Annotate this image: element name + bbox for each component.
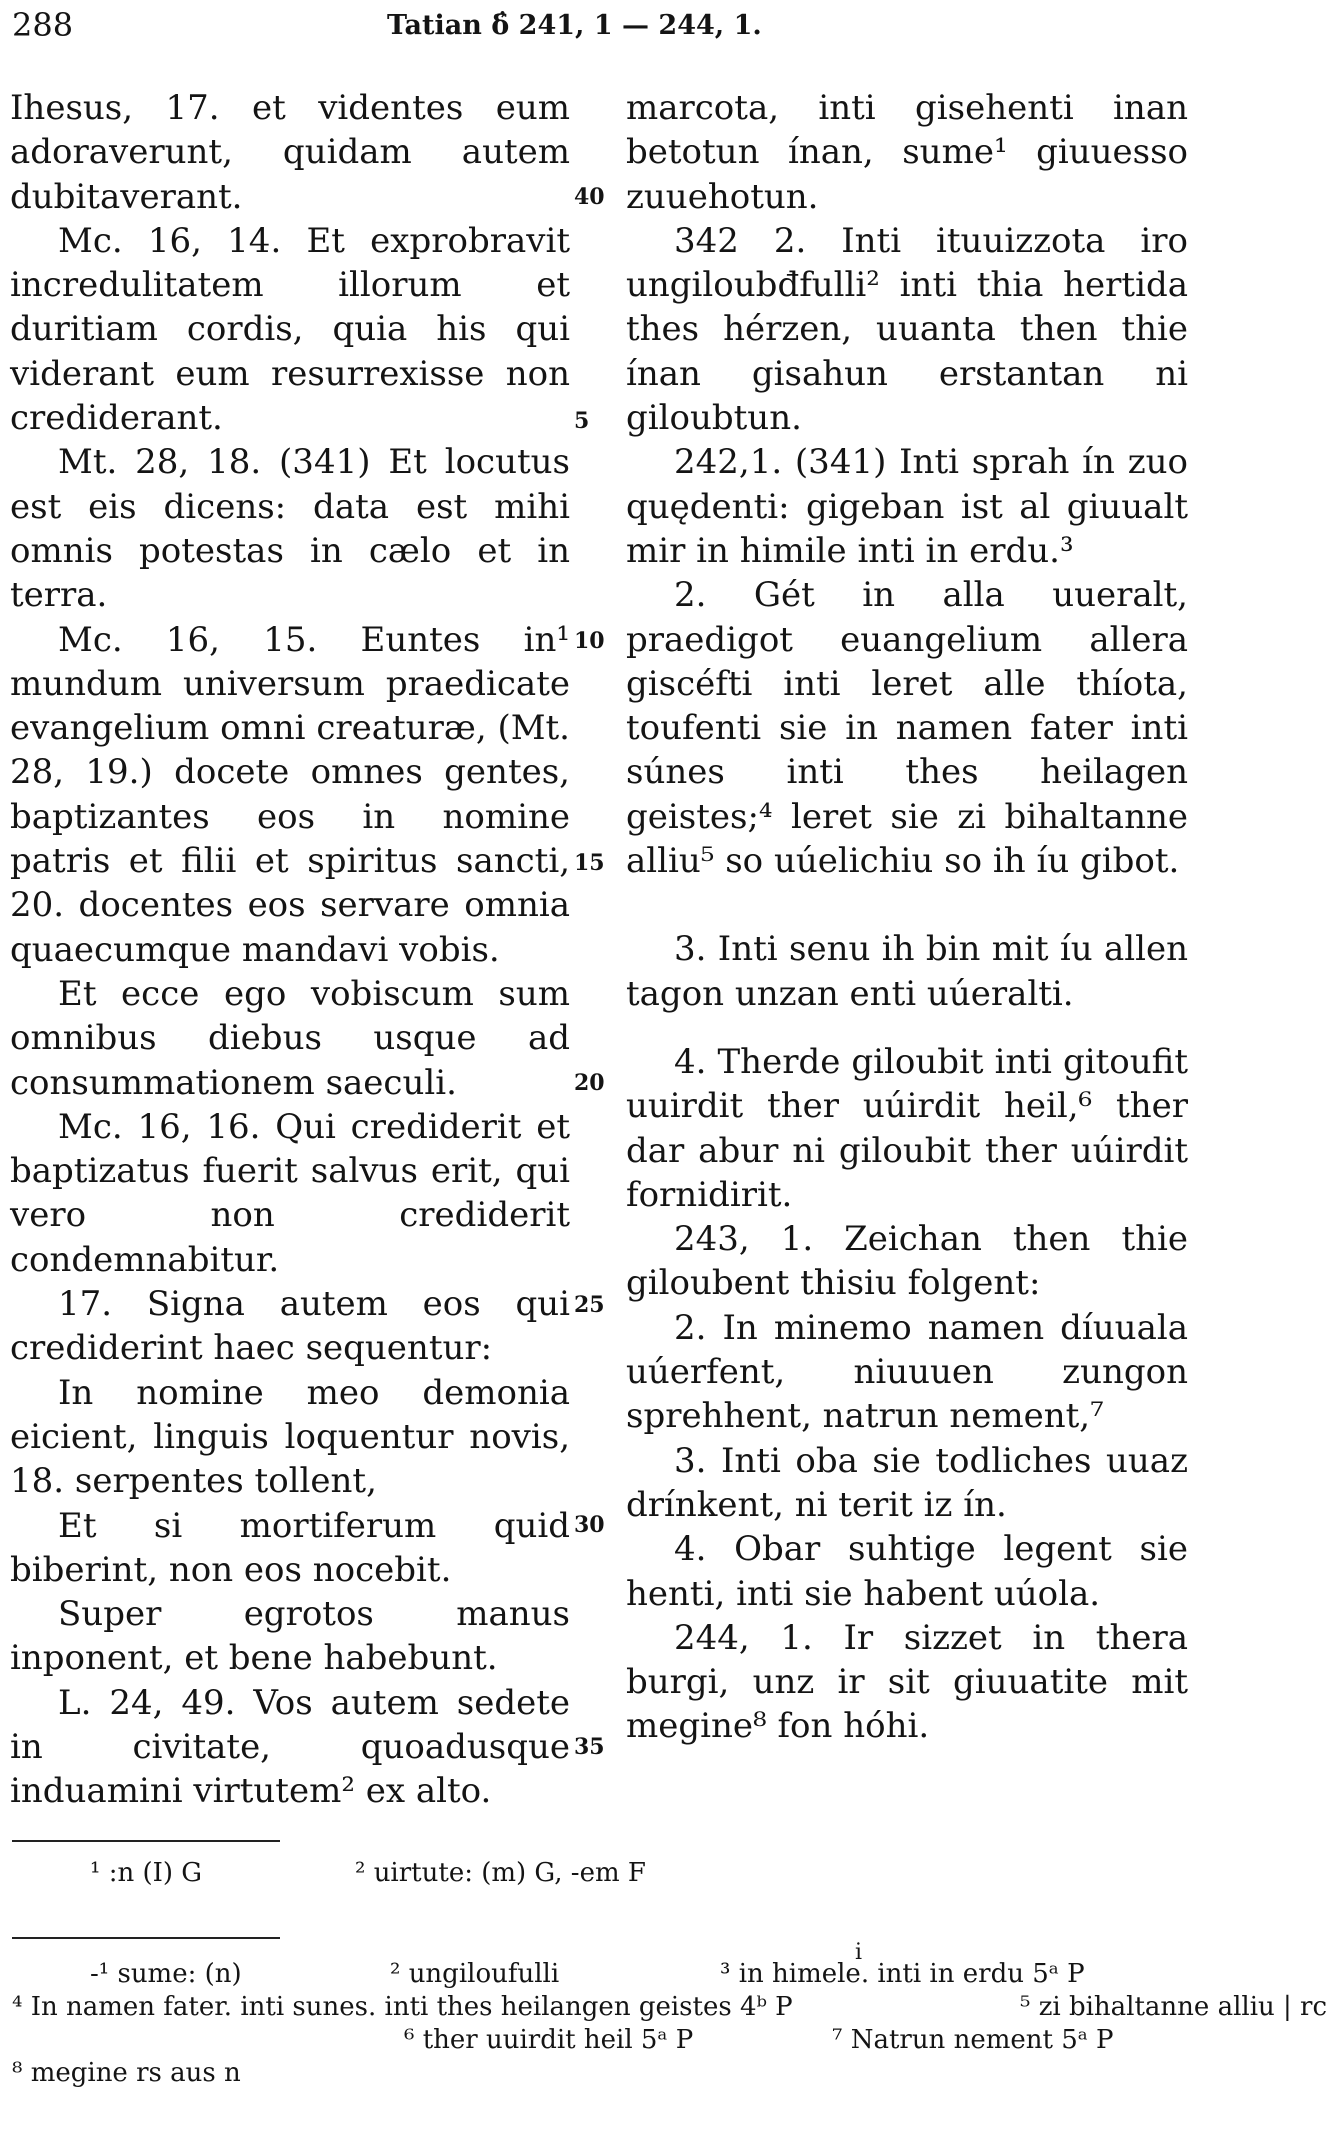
latin-footnote: ¹ :n (I) G [90,1858,203,1888]
latin-paragraph: L. 24, 49. Vos autem sedete in civitate, quoadusque induamini virtutem² ex alto. [10,1682,570,1812]
line-number: 15 [574,850,605,876]
ohg-footnote: -¹ sume: (n) [90,1959,242,1989]
line-number: 40 [574,184,605,210]
line-number: 5 [574,408,590,434]
ohg-paragraph: marcota, inti gisehenti inan betotun ínan, sume¹ giuuesso zuuehotun. [626,88,1188,217]
ohg-paragraph: 4. Therde giloubit inti gitoufit uuirdit ther uúirdit heil,⁶ ther dar abur ni giloubit ther uúirdit fornidirit. [626,1041,1188,1215]
line-number: 20 [574,1070,605,1096]
line-number: 30 [574,1512,605,1538]
ohg-paragraph: 243, 1. Zeichan then thie giloubent thisiu folgent: [626,1219,1188,1304]
latin-paragraph: Mc. 16, 14. Et exprobravit incredulitatem illorum et duritiam cordis, quia his qui viderant eum resurrexisse non crediderant. [10,220,570,439]
ohg-footnotes [12,1958,1327,2090]
latin-paragraph: Mc. 16, 16. Qui crediderit et baptizatus fuerit salvus erit, qui vero non crediderit condemnabitur. [10,1106,570,1280]
ohg-paragraph: 2. In minemo namen díuuala uúerfent, niuuuen zungon sprehhent, natrun nement,⁷ [626,1307,1188,1437]
latin-paragraph: Mt. 28, 18. (341) Et locutus est eis dicens: data est mihi omnis potestas in cælo et in terra. [10,442,570,616]
latin-footnote: ² uirtute: (m) G, -em F [355,1858,646,1888]
ohg-paragraph: 3. Inti oba sie todliches uuaz drínkent, ni terit iz ín. [626,1440,1188,1525]
ohg-footnote: ³ in himele. inti in erdu 5ᵃ P [720,1959,1085,1989]
latin-paragraph: Mc. 16, 15. Euntes in¹ mundum universum praedicate evangelium omni creaturæ, (Mt. 28, 19.) docete omnes gentes, baptizantes eos in nomine patris et filii et spiritus sancti, 20. docentes eos servare omnia quaecumque mandavi vobis. [10,619,570,970]
latin-paragraph: 17. Signa autem eos qui crediderint haec sequentur: [10,1284,570,1369]
footnote-divider [12,1937,280,1939]
line-number: 25 [574,1292,605,1318]
ohg-footnote: ⁸ megine rs aus n [12,2058,241,2088]
ohg-footnote: ⁷ Natrun nement 5ᵃ P [832,2025,1114,2055]
ohg-paragraph: 342 2. Inti ituuizzota iro ungiloubđfulli² inti thia hertida thes hérzen, uuanta then thie ínan gisahun erstantan ni giloubtun. [626,220,1188,439]
line-number: 35 [574,1734,605,1760]
ohg-paragraph: 4. Obar suhtige legent sie henti, inti sie habent uúola. [626,1529,1188,1614]
latin-paragraph: Et si mortiferum quid biberint, non eos nocebit. [10,1505,570,1590]
ohg-paragraph: 244, 1. Ir sizzet in thera burgi, unz ir sit giuuatite mit megine⁸ fon hóhi. [626,1617,1188,1747]
running-title: Tatian δ̓ 241, 1 — 244, 1. [387,10,762,41]
old-high-german-column [626,86,1188,1749]
ohg-footnote: ⁵ zi bihaltanne alliu | rc [1020,1992,1327,2022]
line-number: 10 [574,628,605,654]
ohg-paragraph: 3. Inti senu ih bin mit íu allen tagon unzan enti uúeralti. [626,929,1188,1014]
footnote-superscript: i [855,1940,863,1965]
ohg-footnote: ⁴ In namen fater. inti sunes. inti thes heilangen geistes 4ᵇ P [12,1992,793,2022]
ohg-footnote: ² ungiloufulli [390,1959,560,1989]
ohg-footnote: ⁶ ther uuirdit heil 5ᵃ P [404,2025,694,2055]
latin-paragraph: In nomine meo demonia eicient, linguis loquentur novis, 18. serpentes tollent, [10,1372,570,1502]
latin-paragraph: Ihesus, 17. et videntes eum adoraverunt, quidam autem dubitaverant. [10,88,570,217]
ohg-paragraph: 242,1. (341) Inti sprah ín zuo quędenti: gigeban ist al giuualt mir in himile inti in erdu.³ [626,442,1188,571]
latin-paragraph: Super egrotos manus inponent, et bene habebunt. [10,1594,570,1679]
latin-column [10,86,570,1814]
page-number: 288 [12,6,74,44]
page-header [12,6,1222,52]
ohg-paragraph: 2. Gét in alla uueralt, praedigot euangelium allera giscéfti inti leret alle thíota, toufenti sie in namen fater inti súnes inti thes heilagen geistes;⁴ leret sie zi bihaltanne alliu⁵ so uúelichiu so ih íu gibot. [626,575,1188,882]
footnote-divider [12,1840,280,1842]
latin-paragraph: Et ecce ego vobiscum sum omnibus diebus usque ad consummationem saeculi. [10,973,570,1103]
